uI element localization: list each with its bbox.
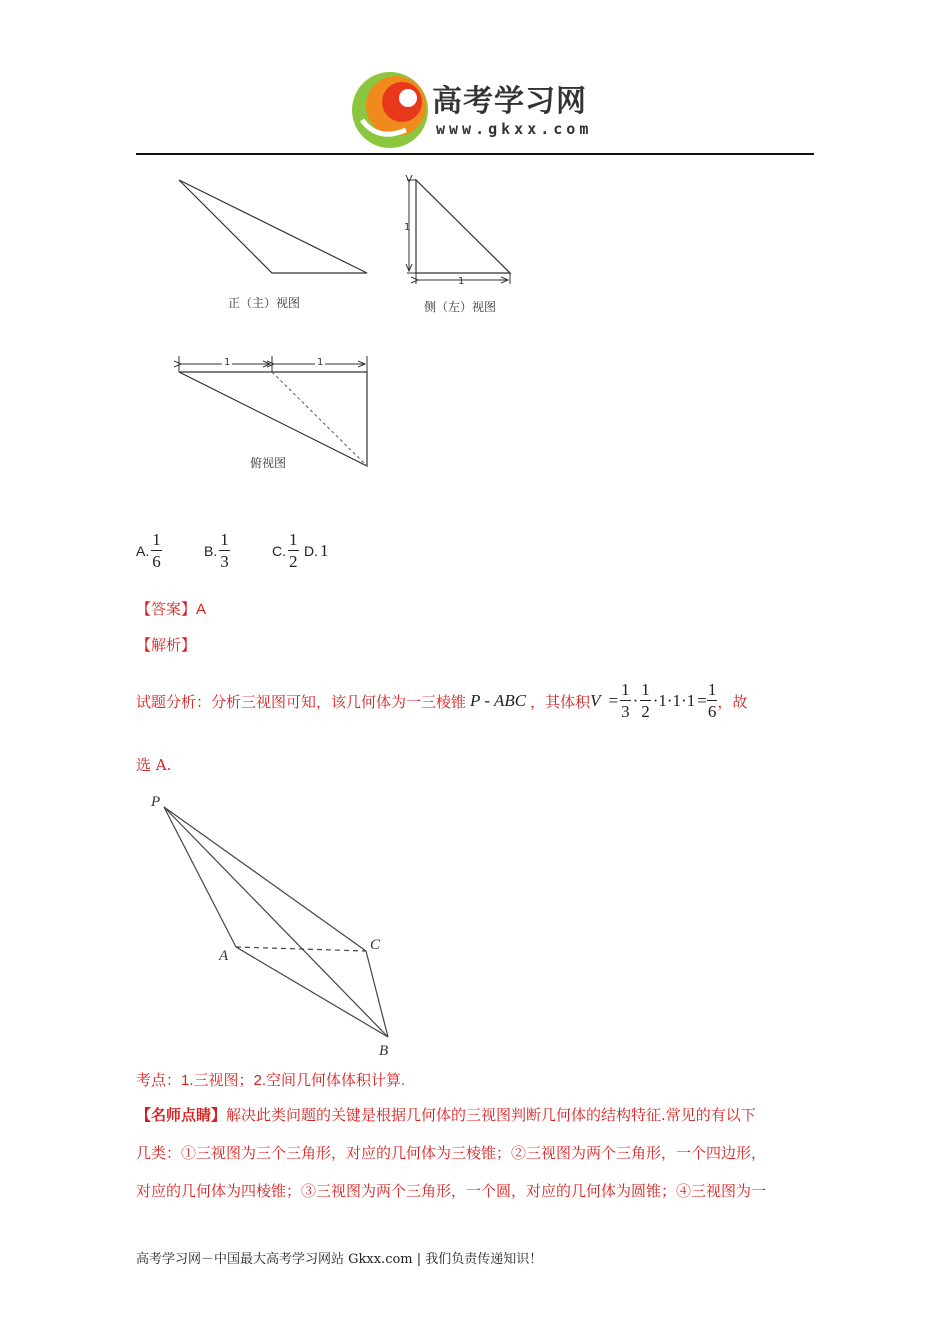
option-c-fraction: $\frac{1}{2}$ xyxy=(289,529,298,571)
option-c xyxy=(272,528,299,574)
kaodian-line xyxy=(136,1069,405,1090)
fraction-one-half: $\frac{1}{2}$ xyxy=(641,679,650,721)
tips-line-1 xyxy=(136,1104,756,1125)
analysis-text-mid: ，其体积 xyxy=(530,692,591,711)
vertex-a: A xyxy=(219,948,229,964)
volume-variable: V xyxy=(590,691,601,710)
fraction-one-third: $\frac{1}{3}$ xyxy=(621,679,630,721)
option-d xyxy=(304,528,329,574)
option-c-letter: C. xyxy=(272,543,286,559)
top-view-caption: 俯视图 xyxy=(250,456,287,470)
pyramid-name: P - ABC xyxy=(470,691,527,710)
side-height-label: 1 xyxy=(404,222,411,233)
vertex-b: B xyxy=(379,1043,389,1059)
answer-line xyxy=(136,598,206,619)
kaodian-text: 1.三视图；2.空间几何体体积计算. xyxy=(181,1072,406,1089)
answer-label: 【答案】 xyxy=(136,600,197,618)
pyramid-figure xyxy=(140,785,410,1065)
option-b xyxy=(204,528,230,574)
analysis-line-2: 选 A. xyxy=(136,756,172,774)
top-right-label: 1 xyxy=(317,357,324,368)
option-a-letter: A. xyxy=(136,543,150,559)
product-terms: ·1·1·1 xyxy=(652,691,696,710)
tips-label: 【名师点睛】 xyxy=(136,1106,227,1124)
page-footer: 高考学习网－中国最大高考学习网站 Gkxx.com | 我们负责传递知识！ xyxy=(136,1252,543,1267)
brand-name: 高考学习网 xyxy=(432,84,587,119)
option-a-fraction: $\frac{1}{6}$ xyxy=(152,529,161,571)
analysis-text-before: 试题分析：分析三视图可知，该几何体为一三棱锥 xyxy=(136,692,467,711)
vertex-p: P xyxy=(151,794,161,810)
side-view-caption: 侧（左）视图 xyxy=(424,300,497,314)
tips-line-3: 对应的几何体为四棱锥；③三视图为两个三角形，一个圆，对应的几何体为圆锥；④三视图为一 xyxy=(136,1182,767,1200)
tips-text-1: 解决此类问题的关键是根据几何体的三视图判断几何体的结构特征.常见的有以下 xyxy=(226,1106,756,1124)
answer-value: A xyxy=(196,601,207,618)
analysis-formula-line: 试题分析：分析三视图可知，该几何体为一三棱锥 P - ABC ，其体积 V = $\frac{1}{3}$ · $\frac{1}{2}$ ·1·1·1 = $\frac{1}{6}$ ，故 xyxy=(136,679,748,721)
analysis-label: 【解析】 xyxy=(136,636,197,654)
option-b-fraction: $\frac{1}{3}$ xyxy=(220,529,229,571)
front-view-caption: 正（主）视图 xyxy=(228,296,301,310)
top-view-hidden-edge xyxy=(272,372,367,466)
top-view-triangle xyxy=(179,372,367,466)
three-views-figure xyxy=(170,172,530,482)
fraction-result: $\frac{1}{6}$ xyxy=(707,679,717,721)
option-b-letter: B. xyxy=(204,543,218,559)
side-width-label: 1 xyxy=(458,276,465,287)
option-d-letter: D. xyxy=(304,543,318,559)
vertex-c: C xyxy=(370,937,381,953)
tips-line-2: 几类：①三视图为三个三角形，对应的几何体为三棱锥；②三视图为两个三角形，一个四边形， xyxy=(136,1144,767,1162)
header-divider xyxy=(136,153,814,155)
front-view-triangle xyxy=(179,180,367,273)
kaodian-label: 考点： xyxy=(136,1071,182,1089)
top-left-label: 1 xyxy=(224,357,231,368)
equals-sign: = xyxy=(608,691,619,710)
option-d-value: 1 xyxy=(320,541,329,560)
brand-logo xyxy=(348,68,432,152)
analysis-text-after: ，故 xyxy=(717,692,748,711)
option-a xyxy=(136,528,162,574)
brand-url: www.gkxx.com xyxy=(436,120,593,138)
side-view-triangle xyxy=(416,180,510,273)
equals-sign-2: = xyxy=(697,691,707,710)
